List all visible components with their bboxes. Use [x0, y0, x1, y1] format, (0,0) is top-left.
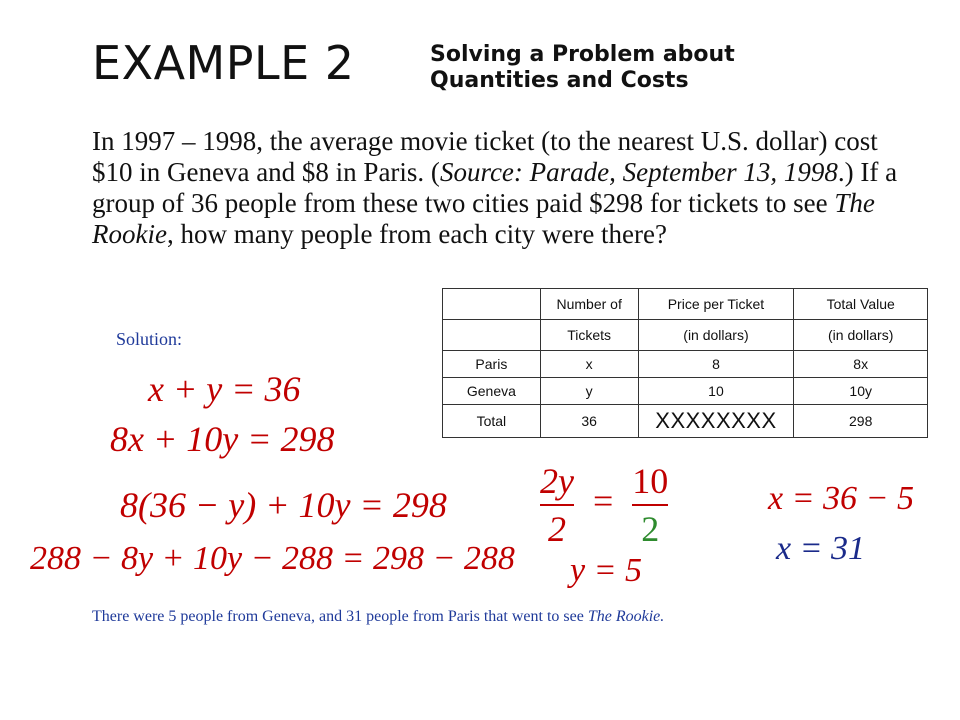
x-result: x = 31 [776, 530, 866, 567]
header-tickets-line2: Tickets [567, 327, 612, 343]
ticket-table [442, 288, 928, 438]
table-cell: 36 [540, 405, 638, 438]
equation-4: 288 − 8y + 10y − 288 = 298 − 288 [30, 540, 515, 577]
x-step: x = 36 − 5 [768, 480, 914, 517]
table-header-cell [443, 320, 541, 351]
table-header-cell [443, 289, 541, 320]
table-row [443, 351, 928, 378]
header-tickets-line1: Number of [556, 296, 622, 312]
table-total-row [443, 405, 928, 438]
equation-2: 8x + 10y = 298 [110, 419, 335, 459]
table-cell: Geneva [443, 378, 541, 405]
fraction-right [632, 460, 668, 550]
fraction-left-denominator: 2 [547, 509, 566, 549]
table-header-cell [540, 320, 638, 351]
problem-statement [92, 126, 922, 250]
fraction-equals: = [592, 481, 614, 522]
table-cell: y [540, 378, 638, 405]
subtitle-line-1: Solving a Problem about [430, 42, 735, 67]
table-cell: x [540, 351, 638, 378]
solution-label: Solution: [116, 329, 183, 349]
equation-3: 8(36 − y) + 10y = 298 [120, 485, 447, 525]
conclusion-text [92, 608, 664, 626]
table-cell: 8x [794, 351, 928, 378]
fraction-left-bar [540, 504, 574, 506]
table-header-cell [638, 289, 794, 320]
table-cell: Paris [443, 351, 541, 378]
fraction-right-numerator: 10 [632, 461, 669, 501]
fraction-left-numerator: 2y [540, 461, 574, 501]
slide-title: EXAMPLE 2 [92, 36, 355, 90]
table-header-cell [638, 320, 794, 351]
problem-text-1: In 1997 – 1998, the average movie ticket (to the nearest U.S. dollar) cost $10 in Geneva and $8 in Paris. ( [92, 126, 878, 187]
table-cell: 298 [794, 405, 928, 438]
table-cell: 10y [794, 378, 928, 405]
fraction-right-bar [632, 504, 668, 506]
problem-text-2: .) If a group of 36 people from these two cities paid $298 for tickets to see [92, 157, 898, 218]
equation-1: x + y = 36 [148, 369, 301, 409]
table-row [443, 378, 928, 405]
conclusion-movie: The Rookie. [587, 608, 665, 625]
fraction-left [540, 460, 574, 550]
problem-source: Source: Parade, September 13, 1998 [439, 157, 838, 187]
fraction-equation [540, 460, 668, 550]
header-price-line1: Price per Ticket [667, 296, 765, 312]
table-cell: 10 [638, 378, 794, 405]
problem-text-3: , how many people from each city were there? [166, 219, 667, 249]
fraction-right-denominator: 2 [641, 509, 660, 549]
table-header-cell [794, 320, 928, 351]
conclusion-body: There were 5 people from Geneva, and 31 people from Paris that went to see [92, 608, 588, 625]
slide-subtitle [430, 42, 850, 94]
table-header-row [443, 320, 928, 351]
subtitle-line-2: Quantities and Costs [430, 68, 689, 93]
header-total-line1: Total Value [826, 296, 895, 312]
y-result: y = 5 [570, 552, 643, 589]
table-header-row [443, 289, 928, 320]
table-cell-crossed: XXXXXXXX [638, 405, 794, 438]
header-total-line2: (in dollars) [828, 327, 894, 343]
table-cell: 8 [638, 351, 794, 378]
table-cell: Total [443, 405, 541, 438]
header-price-line2: (in dollars) [683, 327, 749, 343]
problem-movie: The Rookie [92, 188, 875, 249]
table-header-cell [794, 289, 928, 320]
table-header-cell [540, 289, 638, 320]
